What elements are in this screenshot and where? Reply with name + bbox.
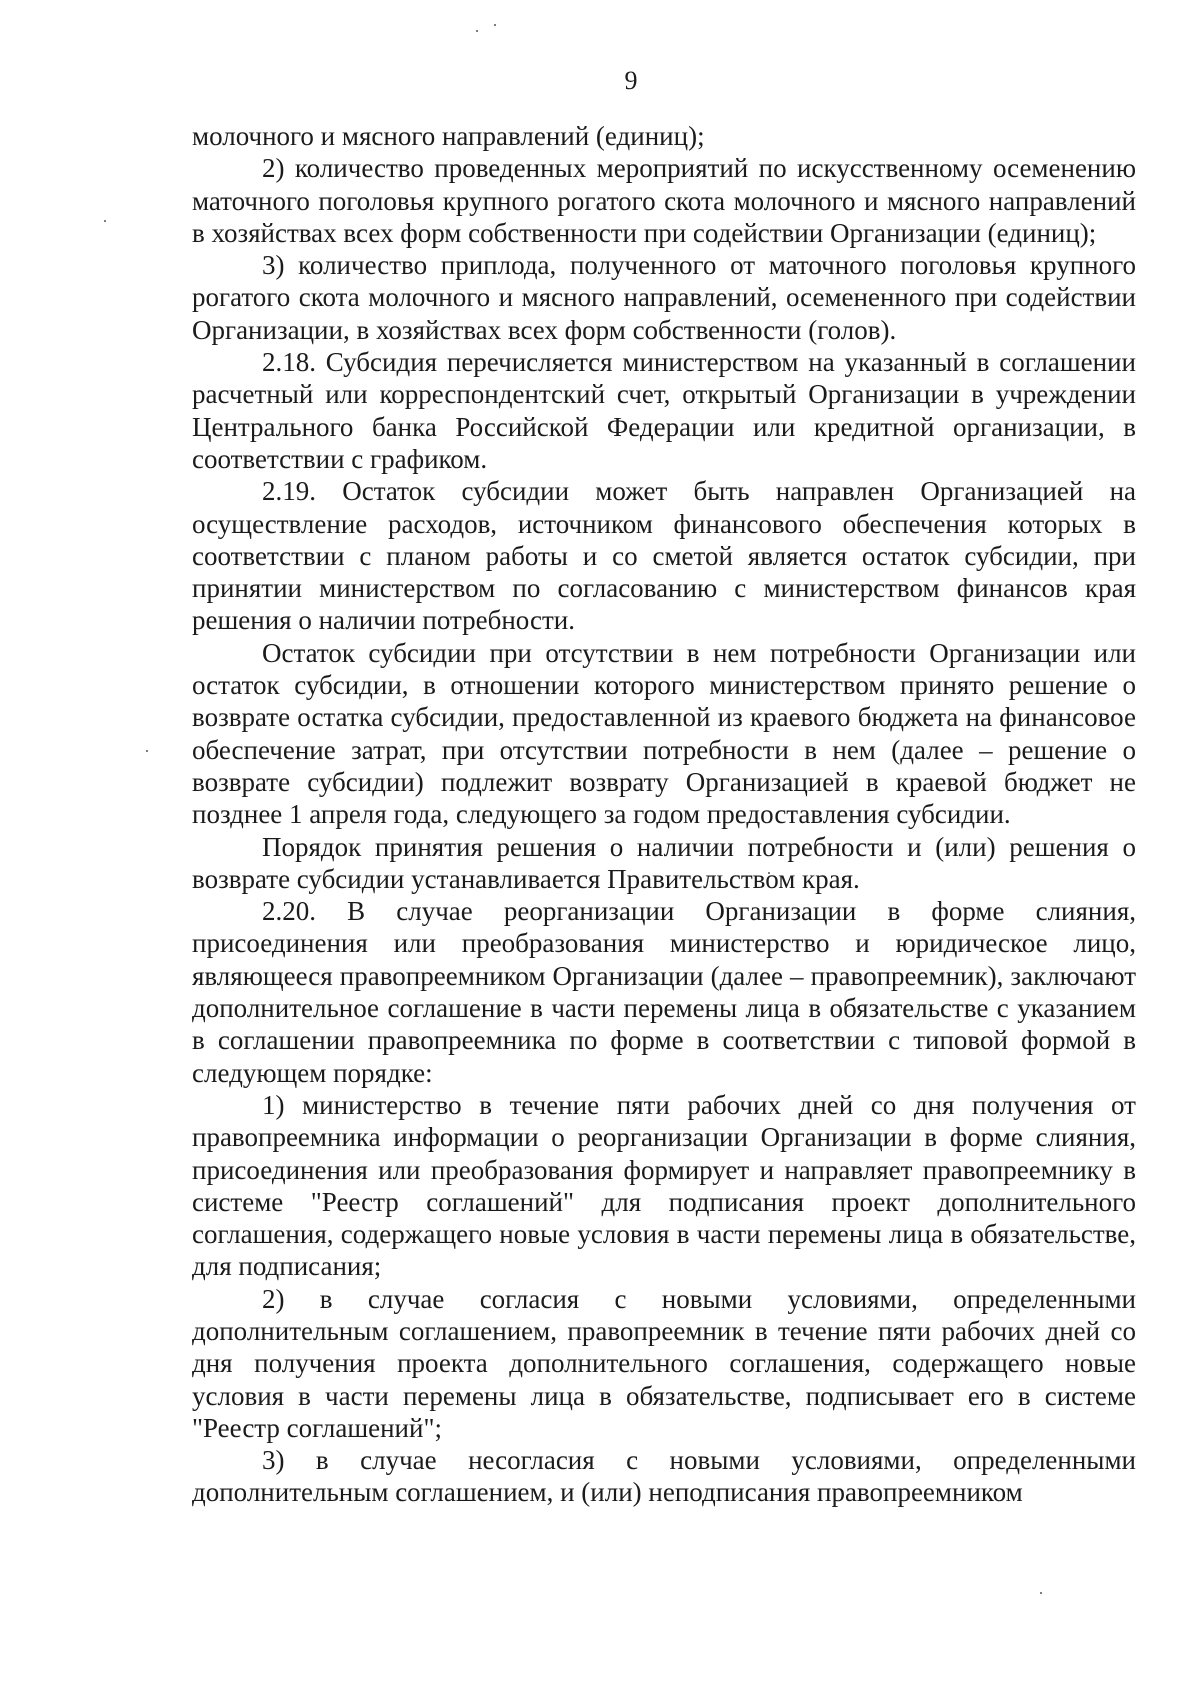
scan-speck: [1040, 1592, 1042, 1594]
scan-speck: [146, 750, 148, 752]
paragraph-2-20-item-3: 3) в случае несогласия с новыми условиями, определенными дополнительным соглашением, и (или) неподписания правопреемником: [192, 1445, 1136, 1508]
document-text: [192, 120, 1136, 1509]
paragraph-2-20-item-1: 1) министерство в течение пяти рабочих дней со дня получения от правопреемника информации о реорганизации Организации в форме слияния, присоединения или преобразования формирует и направляет правопреемнику в системе "Реестр соглашений" для подписания проект дополнительного соглашения, содержащего новые условия в части перемены лица в обязательстве, для подписания;: [192, 1089, 1136, 1282]
scan-speck: [104, 220, 106, 222]
paragraph-continuation: молочного и мясного направлений (единиц);: [192, 121, 705, 151]
paragraph-2-20-item-2: 2) в случае согласия с новыми условиями, определенными дополнительным соглашением, правопреемник в течение пяти рабочих дней со дня получения проекта дополнительного соглашения, содержащего новые условия в части перемены лица в обязательстве, подписывает его в системе "Реестр соглашений";: [192, 1283, 1136, 1443]
paragraph-2-19: 2.19. Остаток субсидии может быть направлен Организацией на осуществление расходов, источником финансового обеспечения которых в соответствии с планом работы и со сметой является остаток субсидии, при принятии министерством по согласованию с министерством финансов края решения о наличии потребности.: [192, 476, 1136, 636]
paragraph-2-20: 2.20. В случае реорганизации Организации в форме слияния, присоединения или преобразования министерство и юридическое лицо, являющееся правопреемником Организации (далее – правопреемник), заключают дополнительное соглашение в части перемены лица в обязательстве с указанием в соглашении правопреемника по форме в соответствии с типовой формой в следующем порядке:: [192, 896, 1136, 1088]
paragraph-subsidy-remainder: Остаток субсидии при отсутствии в нем потребности Организации или остаток субсидии, в отношении которого министерством принято решение о возврате остатка субсидии, предоставленной из краевого бюджета на финансовое обеспечение затрат, при отсутствии потребности в нем (далее – решение о возврате субсидии) подлежит возврату Организацией в краевой бюджет не позднее 1 апреля года, следующего за годом предоставления субсидии.: [192, 637, 1136, 830]
paragraph-decision-procedure: Порядок принятия решения о наличии потребности и (или) решения о возврате субсидии устанавливается Правительством края.: [192, 831, 1136, 894]
page-number: 9: [624, 66, 638, 95]
scan-speck: [476, 30, 478, 32]
scan-speck: [494, 24, 496, 26]
paragraph-2-18: 2.18. Субсидия перечисляется министерством на указанный в соглашении расчетный или корреспондентский счет, открытый Организации в учреждении Центрального банка Российской Федерации или кредитной организации, в соответствии с графиком.: [192, 347, 1136, 474]
paragraph-item-2-insemination: 2) количество проведенных мероприятий по искусственному осеменению маточного поголовья крупного рогатого скота молочного и мясного направлений в хозяйствах всех форм собственности при содействии Организации (единиц);: [192, 153, 1136, 248]
paragraph-item-3-offspring: 3) количество приплода, полученного от маточного поголовья крупного рогатого скота молочного и мясного направлений, осемененного при содействии Организации, в хозяйствах всех форм собственности (голов).: [192, 250, 1136, 345]
